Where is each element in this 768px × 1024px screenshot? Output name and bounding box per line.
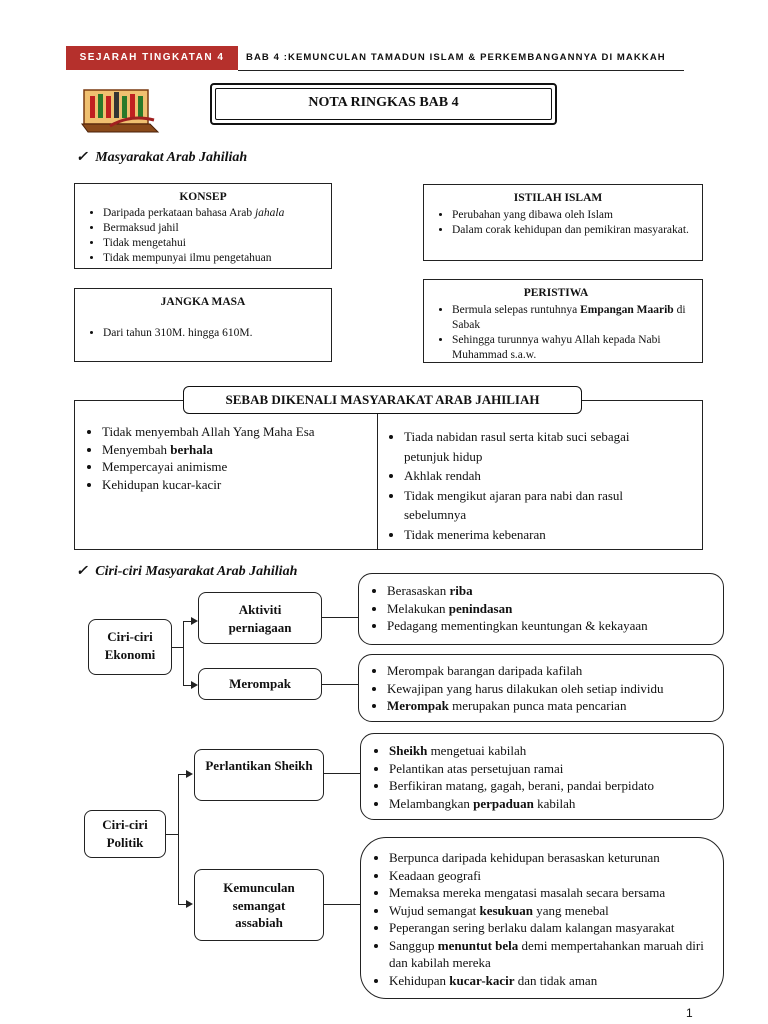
ekonomi-root-box: [88, 619, 172, 675]
arrow-icon: [186, 900, 193, 908]
list-item: • Kehidupan kucar-kacir dan tidak aman: [389, 972, 709, 990]
list-item: • Melakukan penindasan: [387, 600, 723, 618]
section-title-1: Masyarakat Arab Jahiliah: [95, 150, 248, 165]
list-item: • Dalam corak kehidupan dan pemikiran masyarakat.: [452, 223, 692, 238]
header-subject-banner: [66, 46, 238, 70]
list-item: • Memaksa mereka mengatasi masalah secara bersama: [389, 884, 709, 902]
connector: [166, 834, 178, 835]
jangka-box: [74, 288, 332, 362]
connector: [324, 773, 360, 774]
arrow-icon: [186, 770, 193, 778]
peristiwa-title: PERISTIWA: [523, 287, 589, 299]
section-heading-1: [76, 149, 247, 166]
merompak-node: [198, 668, 322, 700]
list-item: • Berpunca daripada kehidupan berasaskan keturunan: [389, 849, 709, 867]
connector: [324, 904, 360, 905]
list-item: • Tiada nabidan rasul serta kitab suci sebagai petunjuk hidup: [404, 427, 678, 466]
list-item: • Merompak barangan daripada kafilah: [387, 662, 723, 680]
jangka-list: [75, 326, 331, 341]
checkmark-icon: ✓: [76, 150, 88, 165]
merompak-details: [358, 654, 724, 722]
istilah-title: ISTILAH ISLAM: [513, 192, 603, 204]
assabiah-details: [360, 837, 724, 999]
list-item: • Keadaan geografi: [389, 867, 709, 885]
page-number: 1: [686, 1006, 693, 1020]
sebab-title: SEBAB DIKENALI MASYARAKAT ARAB JAHILIAH: [225, 392, 540, 407]
list-item: • Tidak menerima kebenaran: [404, 525, 678, 545]
sheikh-label: Perlantikan Sheikh: [205, 758, 313, 773]
jangka-title: JANGKA MASA: [160, 296, 246, 308]
list-item: • Sanggup menuntut bela demi mempertahankan maruah diri dan kabilah mereka: [389, 937, 709, 972]
list-item: • Sehingga turunnya wahyu Allah kepada Nabi Muhammad s.a.w.: [452, 333, 688, 363]
sheikh-details: [360, 733, 724, 820]
list-item: • Menyembah berhala: [102, 441, 374, 459]
list-item: • Pelantikan atas persetujuan ramai: [389, 760, 723, 778]
list-item: • Merompak merupakan punca mata pencarian: [387, 697, 723, 715]
aktiviti-details: [358, 573, 724, 645]
istilah-list: [424, 208, 692, 238]
candles-clipart-icon: [80, 84, 160, 136]
assabiah-node: [194, 869, 324, 941]
list-item: • Akhlak rendah: [404, 466, 678, 486]
list-item: • Tidak menyembah Allah Yang Maha Esa: [102, 423, 374, 441]
list-item: • Berasaskan riba: [387, 582, 723, 600]
konsep-list: [75, 206, 331, 266]
konsep-box: [74, 183, 332, 269]
sebab-right: [378, 427, 678, 544]
assabiah-label: Kemunculan semangat assabiah: [223, 880, 295, 930]
konsep-title: KONSEP: [179, 191, 227, 203]
connector: [183, 621, 184, 685]
connector: [178, 774, 179, 904]
section-title-2: Ciri-ciri Masyarakat Arab Jahiliah: [95, 564, 298, 579]
list-item: • Kehidupan kucar-kacir: [102, 476, 374, 494]
list-item: • Mempercayai animisme: [102, 458, 374, 476]
list-item: • Wujud semangat kesukuan yang menebal: [389, 902, 709, 920]
arrow-icon: [191, 681, 198, 689]
list-item: • Dari tahun 310M. hingga 610M.: [103, 326, 331, 341]
title-box: [210, 83, 557, 125]
aktiviti-node: [198, 592, 322, 644]
list-item: • Bermaksud jahil: [103, 221, 331, 236]
section-heading-2: [76, 563, 297, 580]
aktiviti-label: Aktiviti perniagaan: [228, 602, 292, 635]
header-rule: [238, 70, 684, 71]
merompak-label: Merompak: [229, 676, 291, 691]
page-title: NOTA RINGKAS BAB 4: [215, 88, 552, 120]
list-item: • Sheikh mengetuai kabilah: [389, 742, 723, 760]
istilah-box: [423, 184, 703, 261]
ekonomi-root-label: Ciri-ciri Ekonomi: [104, 629, 156, 662]
politik-root-label: Ciri-ciri Politik: [102, 817, 148, 850]
list-item: • Perubahan yang dibawa oleh Islam: [452, 208, 692, 223]
list-item: • Peperangan sering berlaku dalam kalangan masyarakat: [389, 919, 709, 937]
connector: [322, 684, 358, 685]
list-item: • Pedagang mementingkan keuntungan & kekayaan: [387, 617, 723, 635]
connector: [322, 617, 358, 618]
peristiwa-box: [423, 279, 703, 363]
list-item: • Melambangkan perpaduan kabilah: [389, 795, 723, 813]
sebab-title-box: [183, 386, 582, 414]
header-chapter: BAB 4 :KEMUNCULAN TAMADUN ISLAM & PERKEMBANGANNYA DI MAKKAH: [246, 52, 666, 63]
list-item: • Tidak mengikut ajaran para nabi dan rasul sebelumnya: [404, 486, 678, 525]
peristiwa-list: [424, 303, 688, 363]
list-item: • Tidak mempunyai ilmu pengetahuan: [103, 251, 331, 266]
sheikh-node: [194, 749, 324, 801]
sebab-left: [74, 423, 374, 493]
checkmark-icon: ✓: [76, 564, 88, 579]
list-item: • Berfikiran matang, gagah, berani, pandai berpidato: [389, 777, 723, 795]
arrow-icon: [191, 617, 198, 625]
connector: [172, 647, 183, 648]
list-item: • Kewajipan yang harus dilakukan oleh setiap individu: [387, 680, 723, 698]
politik-root-box: [84, 810, 166, 858]
list-item: • Bermula selepas runtuhnya Empangan Maarib di Sabak: [452, 303, 688, 333]
list-item: • Tidak mengetahui: [103, 236, 331, 251]
header-subject: SEJARAH TINGKATAN 4: [79, 52, 225, 63]
list-item: • Daripada perkataan bahasa Arab jahala: [103, 206, 331, 221]
